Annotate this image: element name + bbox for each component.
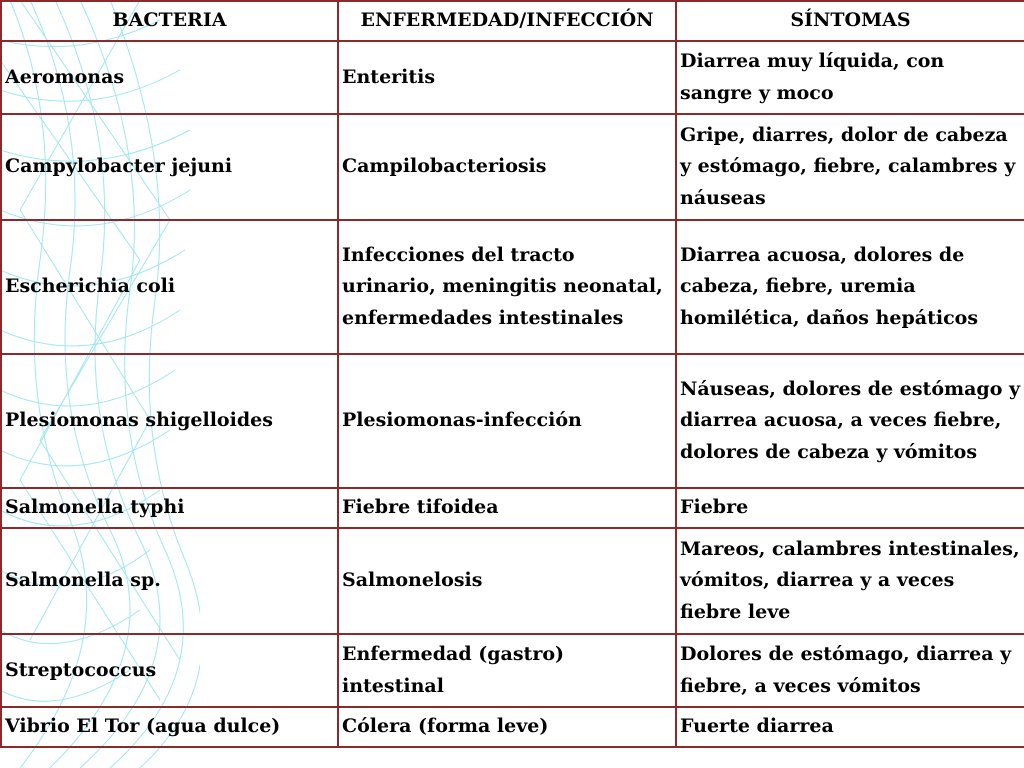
cell-symptoms: Dolores de estómago, diarrea y fiebre, a veces vómitos: [676, 634, 1024, 707]
cell-disease: Enteritis: [338, 41, 676, 114]
table-row: [1, 41, 1024, 114]
cell-symptoms: Mareos, calambres intestinales, vómitos, diarrea y a veces fiebre leve: [676, 528, 1024, 634]
cell-disease: Plesiomonas-infección: [338, 354, 676, 488]
table-row: [1, 528, 1024, 634]
cell-symptoms: Gripe, diarres, dolor de cabeza y estómago, fiebre, calambres y náuseas: [676, 114, 1024, 220]
cell-symptoms: Diarrea muy líquida, con sangre y moco: [676, 41, 1024, 114]
cell-symptoms: Fiebre: [676, 488, 1024, 528]
cell-disease: Infecciones del tracto urinario, meningitis neonatal, enfermedades intestinales: [338, 220, 676, 354]
cell-bacteria: Aeromonas: [1, 41, 338, 114]
table-row: [1, 354, 1024, 488]
table-row: [1, 114, 1024, 220]
cell-symptoms: Náuseas, dolores de estómago y diarrea acuosa, a veces fiebre, dolores de cabeza y vómitos: [676, 354, 1024, 488]
cell-symptoms: Fuerte diarrea: [676, 707, 1024, 747]
header-bacteria: BACTERIA: [1, 1, 338, 41]
cell-symptoms: Diarrea acuosa, dolores de cabeza, fiebre, uremia homilética, daños hepáticos: [676, 220, 1024, 354]
cell-disease: Cólera (forma leve): [338, 707, 676, 747]
cell-disease: Salmonelosis: [338, 528, 676, 634]
table-row: [1, 707, 1024, 747]
table-row: [1, 488, 1024, 528]
header-disease: ENFERMEDAD/INFECCIÓN: [338, 1, 676, 41]
header-symptoms: SÍNTOMAS: [676, 1, 1024, 41]
table-row: [1, 220, 1024, 354]
cell-disease: Enfermedad (gastro) intestinal: [338, 634, 676, 707]
cell-bacteria: Vibrio El Tor (agua dulce): [1, 707, 338, 747]
header-row: [1, 1, 1024, 41]
table-row: [1, 634, 1024, 707]
cell-bacteria: Plesiomonas shigelloides: [1, 354, 338, 488]
cell-disease: Campilobacteriosis: [338, 114, 676, 220]
cell-disease: Fiebre tifoidea: [338, 488, 676, 528]
cell-bacteria: Campylobacter jejuni: [1, 114, 338, 220]
cell-bacteria: Salmonella typhi: [1, 488, 338, 528]
cell-bacteria: Streptococcus: [1, 634, 338, 707]
cell-bacteria: Salmonella sp.: [1, 528, 338, 634]
cell-bacteria: Escherichia coli: [1, 220, 338, 354]
